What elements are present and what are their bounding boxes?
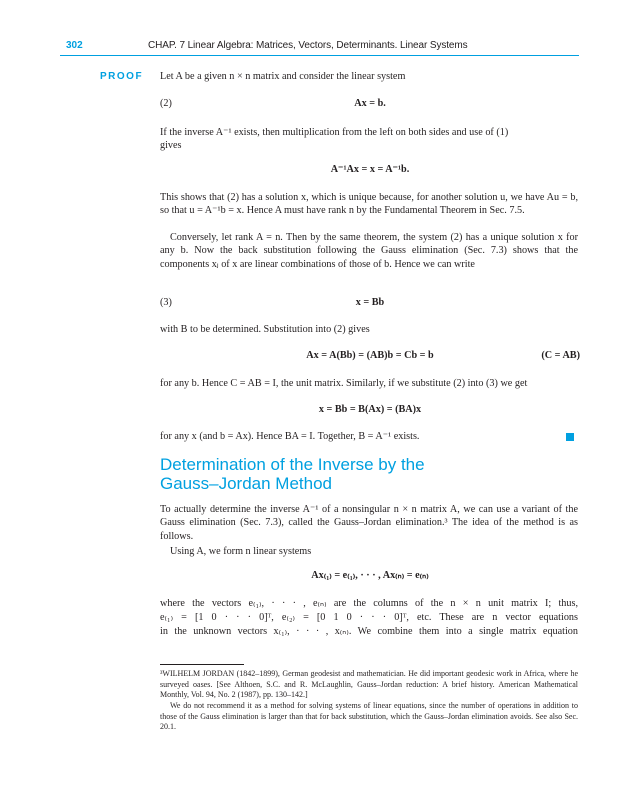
equation-number-2: (2) [160, 98, 172, 109]
paragraph-columns-l1: where the vectors e₍₁₎, · · · , e₍ₙ₎ are the columns of the n × n unit matrix I; thus, [160, 598, 578, 609]
paragraph-columns-l3: in the unknown vectors x₍₁₎, · · · , x₍ₙ₎. We combine them into a single matrix equation [160, 626, 578, 637]
equation-3: x = Bb [355, 297, 385, 308]
paragraph-unique: This shows that (2) has a solution x, which is unique because, for another solution u, we have Au = b, so that u = A⁻¹b = x. Hence A must have rank n by the Fundamental Theorem in Sec. 7.5. [160, 192, 578, 217]
paragraph-inverse-l1: If the inverse A⁻¹ exists, then multiplication from the left on both sides and use of (1) [160, 127, 509, 138]
footnote-recommend: We do not recommend it as a method for solving systems of linear equations, since the number of operations in addition to those of the Gauss elimination is larger than that for back substitution, which the Gauss–Jordan elimination avoids. See also Sec. 20.1. [160, 701, 578, 732]
equation-2: Ax = b. [354, 98, 386, 109]
equation-ab-side: (C = AB) [541, 350, 580, 361]
equation-x: x = Bb = B(Ax) = (BA)x [318, 404, 422, 415]
running-title: CHAP. 7 Linear Algebra: Matrices, Vectors, Determinants. Linear Systems [148, 40, 468, 51]
paragraph-conclusion: for any x (and b = Ax). Hence BA = I. Together, B = A⁻¹ exists. [160, 431, 420, 442]
paragraph-form-systems: Using A, we form n linear systems [170, 546, 312, 557]
footnote-jordan: ³WILHELM JORDAN (1842–1899), German geodesist and mathematician. He did important geodesic work in Africa, where he surveyed oases. [See Althoen, S.C. and R. McLaughlin, Gauss–Jordan reduction: A brief history. American Mathematical Monthly, Vol. 94, No. 2 (1987), pp. 130–142.] [160, 669, 578, 700]
paragraph-inverse-l2: gives [160, 140, 182, 151]
proof-intro: Let A be a given n × n matrix and consider the linear system [160, 71, 406, 82]
equation-systems: Ax₍₁₎ = e₍₁₎, · · · , Ax₍ₙ₎ = e₍ₙ₎ [311, 570, 429, 581]
paragraph-gauss-jordan: To actually determine the inverse A⁻¹ of a nonsingular n × n matrix A, we can use a variant of the Gauss elimination (Sec. 7.3), called the Gauss–Jordan elimination.³ The idea of the method is as follows. [160, 504, 578, 542]
section-heading-line-2: Gauss–Jordan Method [160, 474, 332, 493]
paragraph-substitution: with B to be determined. Substitution into (2) gives [160, 324, 370, 335]
paragraph-columns-l2: e₍₁₎ = [1 0 · · · 0]ᵀ, e₍₂₎ = [0 1 0 · · · 0]ᵀ, etc. These are n vector equations [160, 612, 578, 623]
section-heading [160, 455, 425, 493]
paragraph-unit-matrix: for any b. Hence C = AB = I, the unit matrix. Similarly, if we substitute (2) into (3) we get [160, 378, 528, 389]
footnote-rule [160, 664, 244, 665]
section-heading-line-1: Determination of the Inverse by the [160, 455, 425, 474]
proof-label: PROOF [100, 71, 144, 82]
header-rule [60, 55, 579, 56]
page-number: 302 [66, 40, 83, 51]
equation-ab: Ax = A(Bb) = (AB)b = Cb = b [306, 350, 434, 361]
equation-number-3: (3) [160, 297, 172, 308]
qed-square-icon [566, 433, 574, 441]
equation-inverse: A⁻¹Ax = x = A⁻¹b. [330, 164, 410, 175]
paragraph-converse: Conversely, let rank A = n. Then by the same theorem, the system (2) has a unique solution x for any b. Now the back substitution following the Gauss elimination (Sec. 7.3) shows that the components xⱼ of x are linear combinations of those of b. Hence we can write [160, 232, 578, 270]
